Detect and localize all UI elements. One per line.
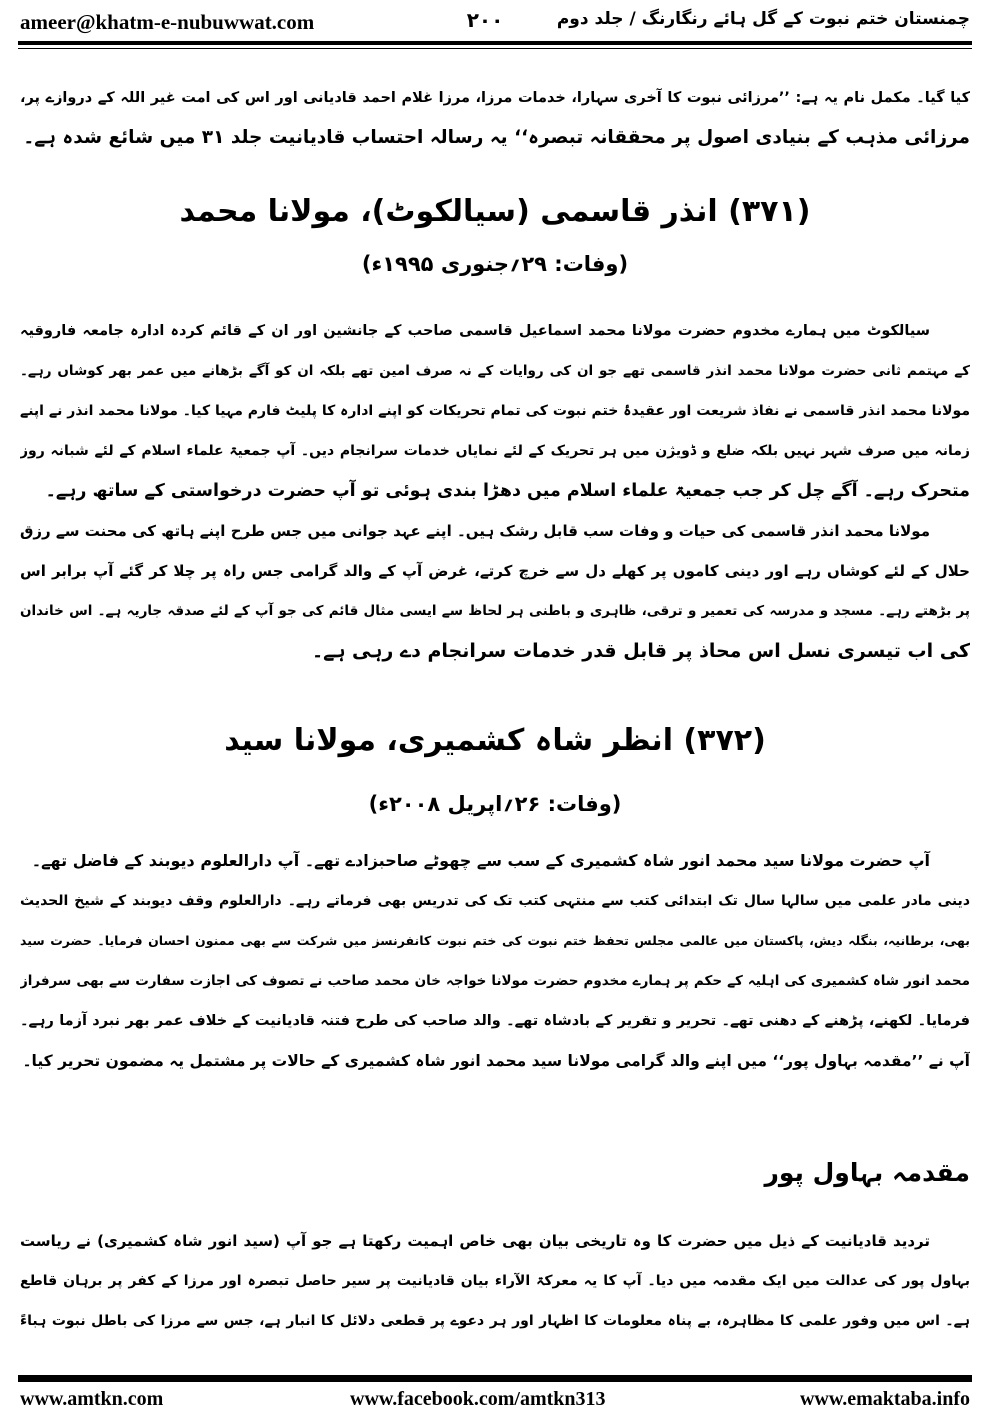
footer-link-facebook[interactable]: www.facebook.com/amtkn313: [350, 1388, 606, 1410]
text-line: کے مہتمم ثانی حضرت مولانا محمد انذر قاسمی تھے جو ان کی روایات کے نہ صرف امین تھے بلکہ ان کو آگے بڑھانے میں عمر بھر کوشاں رہے۔: [20, 363, 970, 379]
text-line: ہے۔ اس میں وفور علمی کا مظاہرہ، بے پناہ معلومات کا اظہار اور ہر دعوے پر قطعی دلائل کا انبار ہے، جس سے مرزا کی باطل نبوت ہباءً: [20, 1313, 970, 1329]
text-line: کی اب تیسری نسل اس محاذ پر قابل قدر خدمات سرانجام دے رہی ہے۔: [312, 640, 970, 662]
subheading-muqaddama-bahawalpur: مقدمہ بہاول پور: [764, 1158, 970, 1187]
footer-rule: [18, 1375, 972, 1382]
header-rule-thick: [18, 41, 972, 45]
text-line: آپ حضرت مولانا سید محمد انور شاہ کشمیری کے سب سے چھوٹے صاحبزادے تھے۔ آپ دارالعلوم دیوبند کے فاضل تھے۔: [31, 851, 930, 870]
text-line: کیا گیا۔ مکمل نام یہ ہے: ’’مرزائی نبوت کا آخری سہارا، خدمات مرزا، مرزا غلام احمد قادیانی اور اس کی امت غیر اللہ کے دروازے پر،: [20, 90, 970, 106]
section-heading-371: (۳۷۱) انذر قاسمی (سیالکوٹ)، مولانا محمد: [179, 194, 811, 229]
section-heading-372: (۳۷۲) انظر شاہ کشمیری، مولانا سید: [224, 723, 766, 758]
death-date-372: (وفات: ۲۶؍اپریل ۲۰۰۸ء): [368, 792, 622, 816]
text-line: مولانا محمد انذر قاسمی نے نفاذ شریعت اور عقیدۂ ختم نبوت کی تمام تحریکات کو اپنے ادارہ کا پلیٹ فارم مہیا کیا۔ مولانا محمد انذر نے اپنے: [20, 403, 970, 419]
text-line: متحرک رہے۔ آگے چل کر جب جمعیۃ علماء اسلام میں دھڑا بندی ہوئی تو آپ حضرت درخواستی کے ساتھ رہے۔: [45, 481, 970, 501]
text-line: دینی مادر علمی میں سالہا سال تک ابتدائی کتب سے منتہی کتب تک کی تدریس بھی فرماتے رہے۔ دارالعلوم وقف دیوبند کے شیخ الحدیث: [20, 893, 970, 909]
page-number: ۲۰۰: [466, 8, 504, 32]
death-date-371: (وفات: ۲۹؍جنوری ۱۹۹۵ء): [361, 252, 629, 276]
text-line: محمد انور شاہ کشمیری کی اہلیہ کے حکم پر ہمارے مخدوم حضرت مولانا خواجہ خان محمد صاحب نے تصوف کی اجازت سفارت سے بھی سرفراز: [20, 973, 970, 989]
text-line: مرزائی مذہب کے بنیادی اصول پر محققانہ تبصرہ‘‘ یہ رسالہ احتساب قادیانیت جلد ۳۱ میں شائع شدہ ہے۔: [23, 127, 970, 148]
text-line: سیالکوٹ میں ہمارے مخدوم حضرت مولانا محمد اسماعیل قاسمی صاحب کے جانشین اور ان کے قائم کردہ ادارہ جامعہ فاروقیہ: [20, 323, 930, 339]
footer-link-amtkn[interactable]: www.amtkn.com: [20, 1388, 164, 1410]
text-line: تردید قادیانیت کے ذیل میں حضرت کا وہ تاریخی بیان بھی خاص اہمیت رکھتا ہے جو آپ (سید انور شاہ کشمیری) نے ریاست: [20, 1232, 930, 1250]
header-email: ameer@khatm-e-nubuwwat.com: [20, 10, 315, 34]
text-line: بھی، برطانیہ، بنگلہ دیش، پاکستان میں عالمی مجلس تحفظ ختم نبوت کی ختم نبوت کانفرنسز میں شرکت سے بھی ممنون احسان فرمایا۔ حضرت سید: [20, 933, 970, 948]
footer-link-emaktaba[interactable]: www.emaktaba.info: [799, 1388, 970, 1410]
text-line: پر بڑھتے رہے۔ مسجد و مدرسہ کی تعمیر و ترقی، ظاہری و باطنی ہر لحاظ سے ایسی مثال قائم کی جو آپ کے لئے صدقہ جاریہ ہے۔ اس خاندان: [20, 603, 970, 619]
header-rule-thin: [18, 48, 972, 49]
book-title: چمنستان ختم نبوت کے گل ہائے رنگارنگ / جلد دوم: [556, 9, 970, 29]
text-line: زمانہ میں صرف شہر نہیں بلکہ ضلع و ڈویژن میں ہر تحریک کے لئے نمایاں خدمات سرانجام دیں۔ آپ جمعیۃ علماء اسلام کے لئے شبانہ روز: [20, 443, 970, 459]
text-line: فرمایا۔ لکھنے، پڑھنے کے دھنی تھے۔ تحریر و تقریر کے بادشاہ تھے۔ والد صاحب کی طرح فتنہ قادیانیت کے خلاف عمر بھر نبرد آزما رہے۔: [20, 1013, 970, 1029]
text-line: آپ نے ’’مقدمہ بہاول پور‘‘ میں اپنے والد گرامی مولانا سید محمد انور شاہ کشمیری کے حالات پر مشتمل یہ مضمون تحریر کیا۔: [22, 1052, 970, 1070]
text-line: بہاول پور کی عدالت میں ایک مقدمہ میں دیا۔ آپ کا یہ معرکۃ الآراء بیان قادیانیت پر سیر حاصل تبصرہ اور مرزا کے کفر پر برہان قاطع: [20, 1273, 970, 1289]
text-line: حلال کے لئے کوشاں رہے اور دینی کاموں پر کھلے دل سے خرچ کرتے، غرض آپ کے والد گرامی جس راہ پر چلا کر گئے آپ برابر اس: [20, 562, 970, 580]
text-line: مولانا محمد انذر قاسمی کی حیات و وفات سب قابل رشک ہیں۔ اپنے عہد جوانی میں جس طرح اپنے ہاتھ کی محنت سے رزق: [20, 522, 930, 540]
